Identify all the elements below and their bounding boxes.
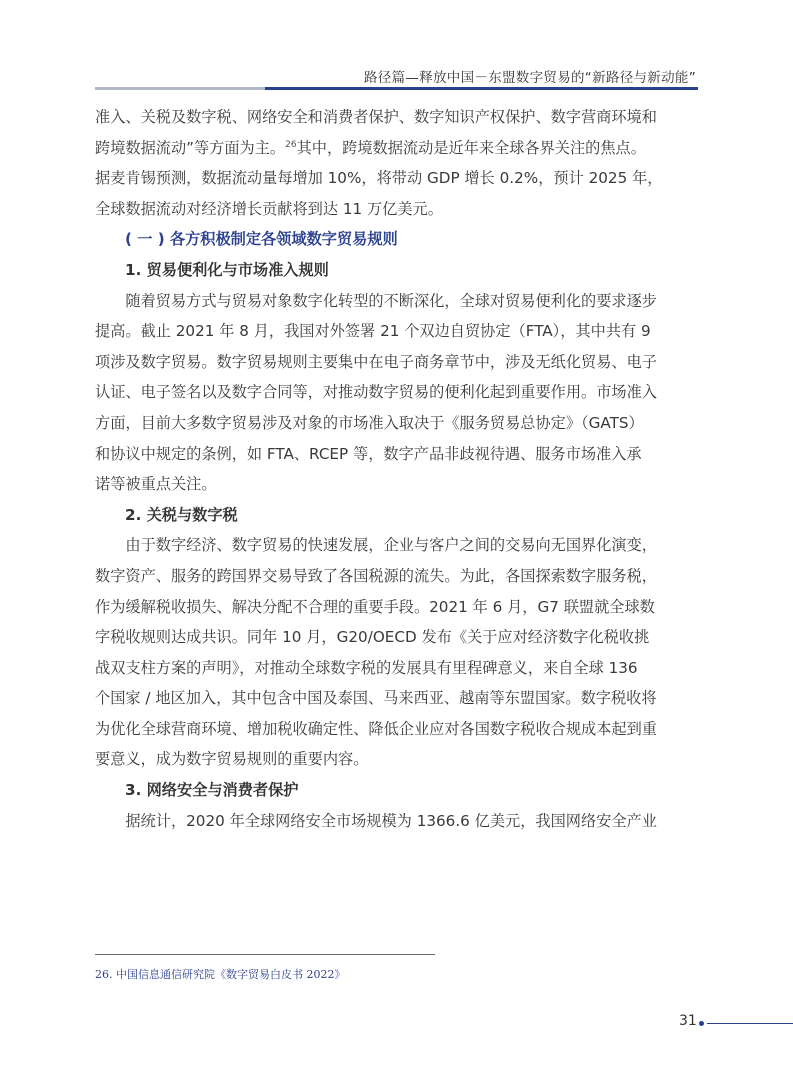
page-number-line <box>707 1023 793 1024</box>
text-line: 全球数据流动对经济增长贡献将到达 11 万亿美元。 <box>95 199 443 218</box>
footnote-reference[interactable]: 26 <box>285 139 297 150</box>
text-line: 随着贸易方式与贸易对象数字化转型的不断深化，全球对贸易便利化的要求逐步 <box>125 291 657 310</box>
text-line: 诺等被重点关注。 <box>95 475 217 494</box>
text-line: 方面，目前大多数字贸易涉及对象的市场准入取决于《服务贸易总协定》（GATS） <box>95 413 644 432</box>
section-heading: ( 一 ) 各方积极制定各领域数字贸易规则 <box>125 230 398 249</box>
subsection-heading-cybersecurity: 3. 网络安全与消费者保护 <box>125 781 299 800</box>
page-number-dot <box>699 1021 704 1026</box>
text-line: 项涉及数字贸易。数字贸易规则主要集中在电子商务章节中，涉及无纸化贸易、电子 <box>95 352 657 371</box>
text-line: 由于数字经济、数字贸易的快速发展，企业与客户之间的交易向无国界化演变， <box>125 536 657 555</box>
text-line: 为优化全球营商环境、增加税收确定性、降低企业应对各国数字税收合规成本起到重 <box>95 719 657 738</box>
text-line: 提高。截止 2021 年 8 月，我国对外签署 21 个双边自贸协定（FTA），其中共有 9 <box>95 322 651 341</box>
text-line: 认证、电子签名以及数字合同等，对推动数字贸易的便利化起到重要作用。市场准入 <box>95 383 657 402</box>
subsection-heading-trade-facilitation: 1. 贸易便利化与市场准入规则 <box>125 260 329 279</box>
paragraph-cybersecurity <box>95 806 698 837</box>
text-line: 和协议中规定的条例，如 FTA、RCEP 等，数字产品非歧视待遇、服务市场准入承 <box>95 444 642 463</box>
footnote: 26. 中国信息通信研究院《数字贸易白皮书 2022》 <box>95 968 346 981</box>
paragraph-continued <box>95 102 698 224</box>
text-line: 战双支柱方案的声明》，对推动全球数字税的发展具有里程碑意义，来自全球 136 <box>95 658 638 677</box>
text-line: 要意义，成为数字贸易规则的重要内容。 <box>95 750 369 769</box>
subsection-heading-digital-tax: 2. 关税与数字税 <box>125 505 238 524</box>
page-body <box>95 102 698 836</box>
footnote-rule <box>95 954 435 955</box>
text-line: 跨境数据流动”等方面为主。 <box>95 138 286 157</box>
text-line: 作为缓解税收损失、解决分配不合理的重要手段。2021 年 6 月，G7 联盟就全球数 <box>95 597 655 616</box>
text-line: 其中，跨境数据流动是近年来全球各界关注的焦点。 <box>296 138 646 157</box>
text-line: 准入、关税及数字税、网络安全和消费者保护、数字知识产权保护、数字营商环境和 <box>95 108 657 126</box>
text-line: 据统计，2020 年全球网络安全市场规模为 1366.6 亿美元，我国网络安全产业 <box>125 811 657 830</box>
page-number: 31 <box>679 1013 697 1029</box>
text-line: 字税收规则达成共识。同年 10 月，G20/OECD 发布《关于应对经济数字化税收挑 <box>95 628 650 647</box>
text-line: 个国家 / 地区加入，其中包含中国及泰国、马来西亚、越南等东盟国家。数字税收将 <box>95 689 657 708</box>
paragraph-trade-facilitation <box>95 286 698 500</box>
paragraph-digital-tax <box>95 530 698 775</box>
text-line: 据麦肯锡预测，数据流动量每增加 10%，将带动 GDP 增长 0.2%，预计 2025 年， <box>95 169 663 188</box>
header-rule <box>95 87 698 90</box>
text-line: 数字资产、服务的跨国界交易导致了各国税源的流失。为此，各国探索数字服务税， <box>95 566 657 585</box>
running-header-title: 路径篇—释放中国－东盟数字贸易的“新路径与新动能” <box>364 70 696 86</box>
